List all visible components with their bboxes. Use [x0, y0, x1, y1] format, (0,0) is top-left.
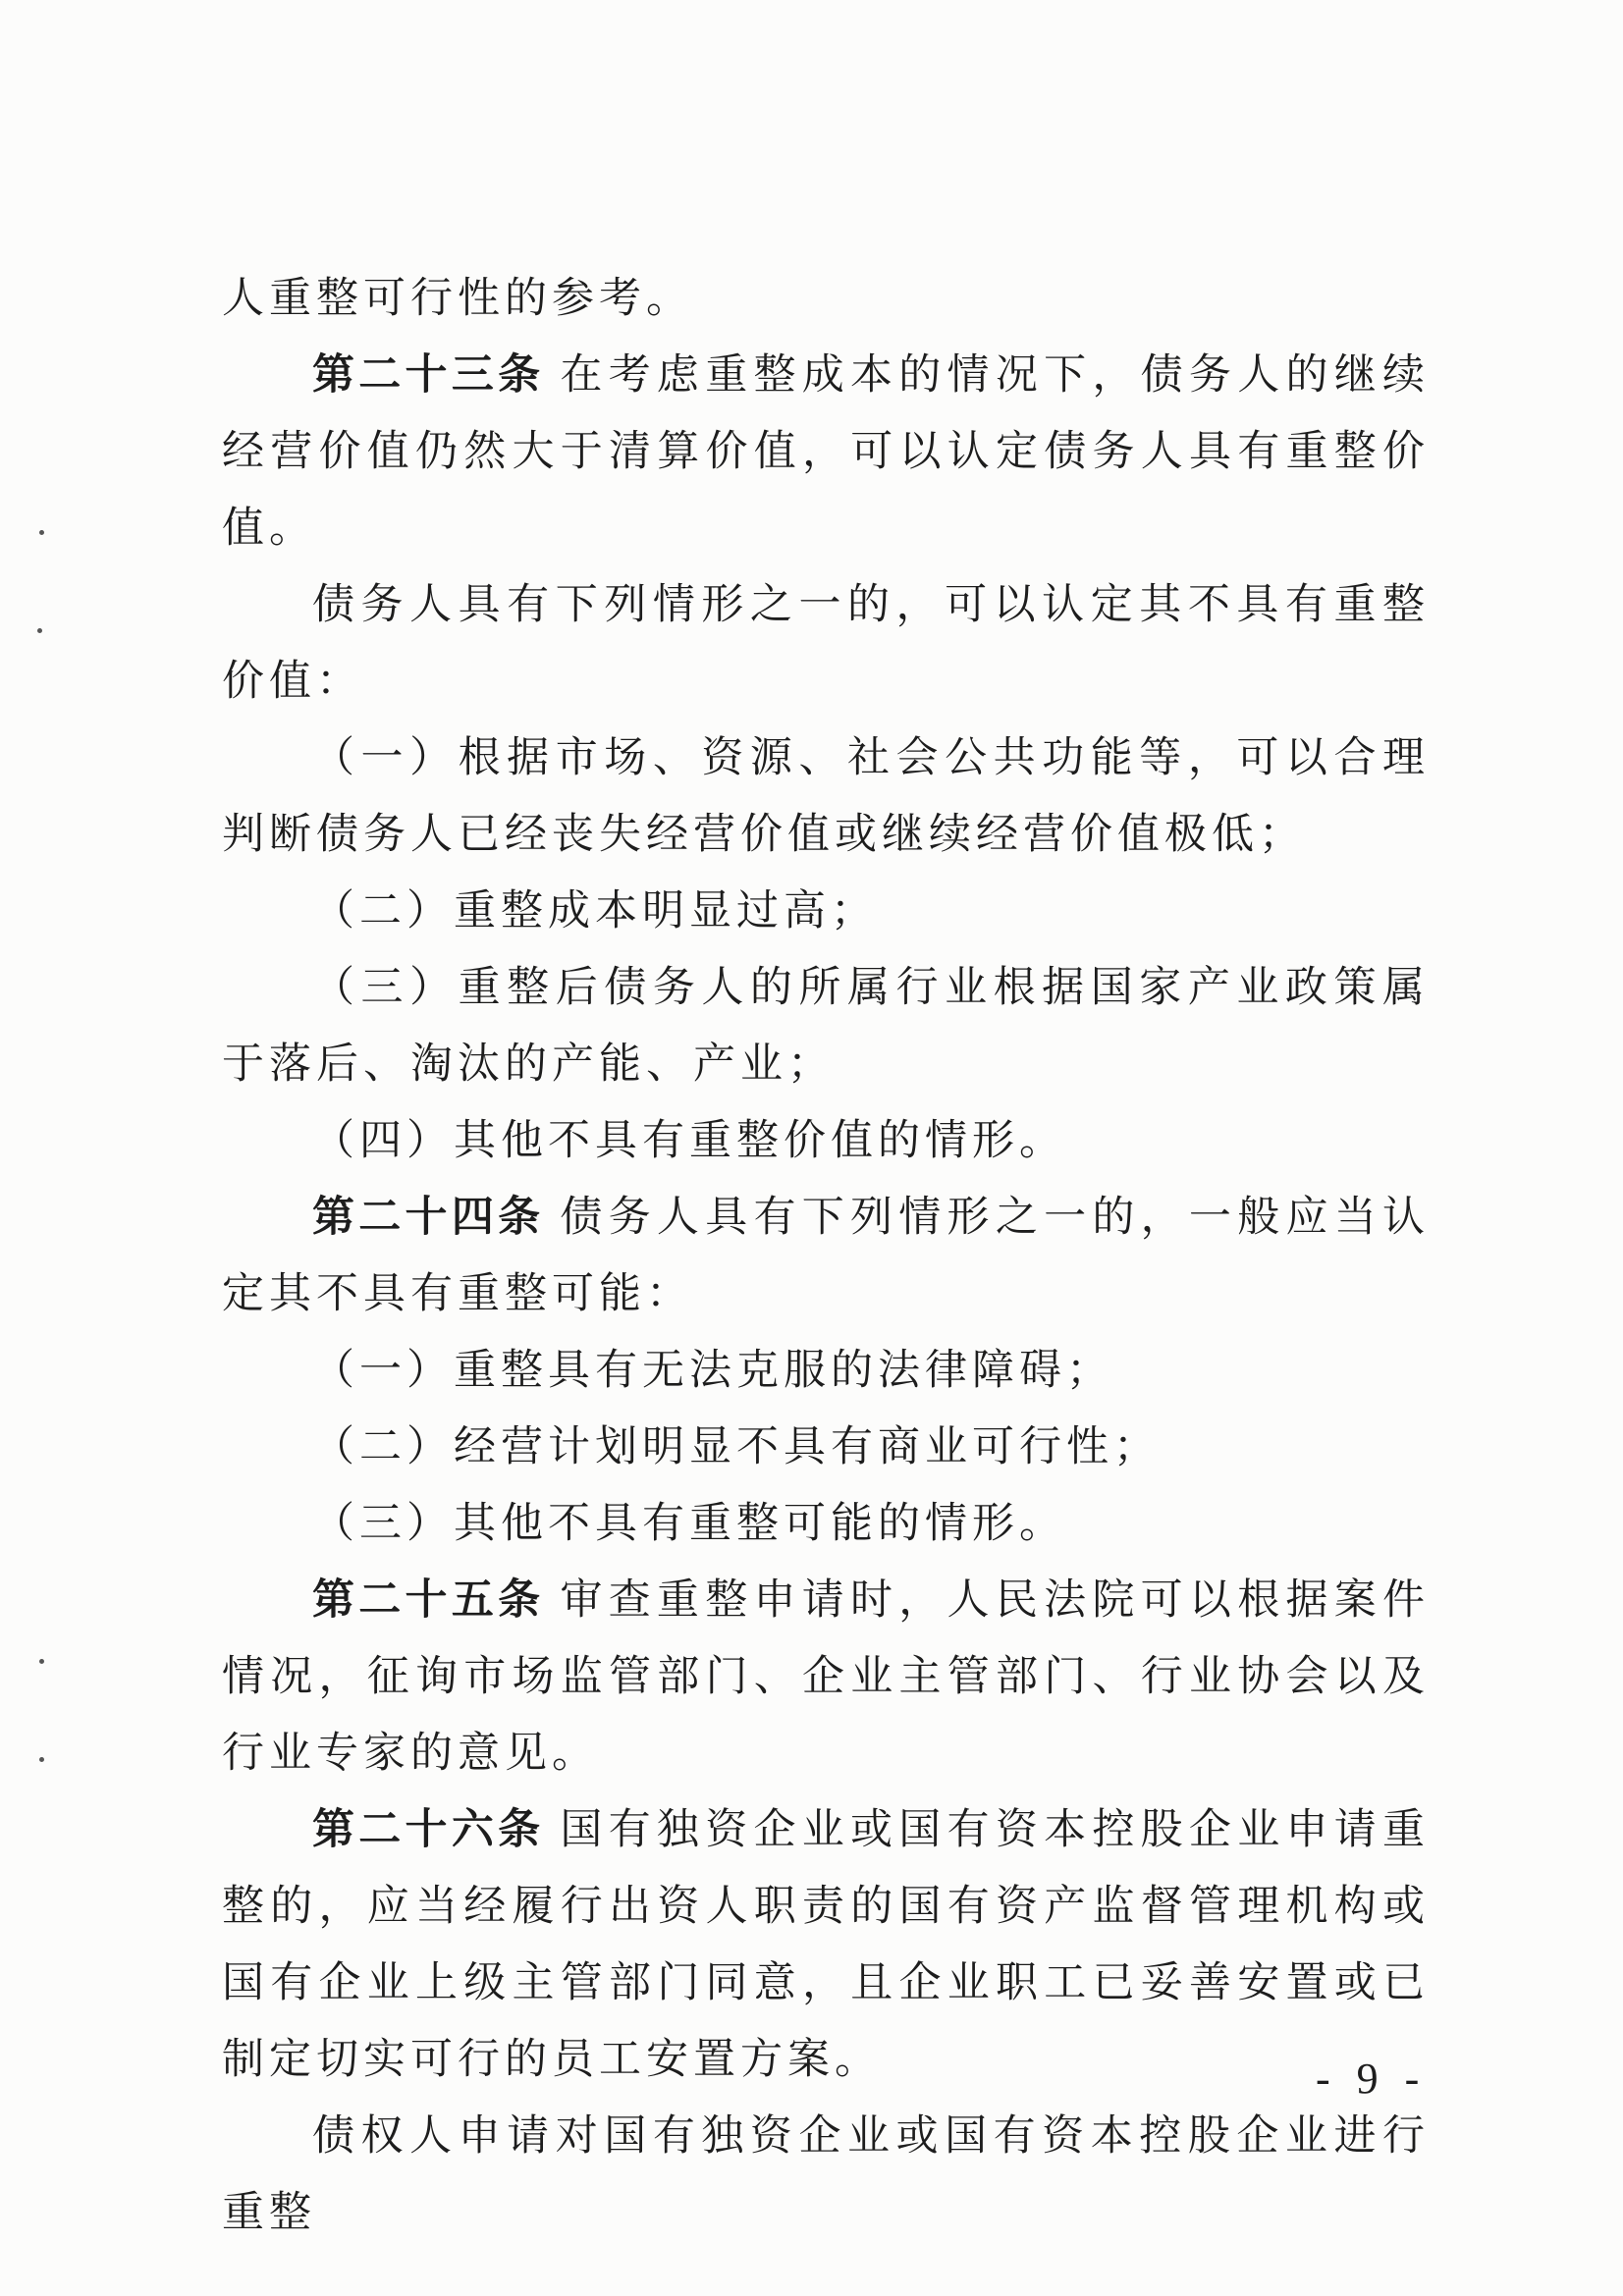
article-heading: 第二十五条	[312, 1575, 545, 1625]
scan-mark	[37, 628, 42, 633]
article-heading: 第二十四条	[312, 1193, 545, 1242]
article-heading: 第二十六条	[312, 1805, 545, 1854]
scan-mark	[39, 1757, 44, 1762]
document-body	[222, 260, 1430, 2251]
list-item: （一）根据市场、资源、社会公共功能等，可以合理判断债务人已经丧失经营价值或继续经营价值极低；	[222, 733, 1430, 859]
article-text: 国有独资企业或国有资本控股企业申请重整的，应当经履行出资人职责的国有资产监督管理机构或国有企业上级主管部门同意，且企业职工已妥善安置或已制定切实可行的员工安置方案。	[222, 1805, 1431, 2084]
article-25-paragraph	[222, 1562, 1430, 1791]
list-item: （一）重整具有无法克服的法律障碍；	[312, 1346, 1113, 1395]
article-text: 审查重整申请时，人民法院可以根据案件情况，征询市场监管部门、企业主管部门、行业协会以及行业专家的意见。	[222, 1575, 1431, 1778]
scan-mark	[39, 1659, 44, 1664]
list-item: （二）经营计划明显不具有商业可行性；	[312, 1422, 1161, 1471]
list-item: （二）重整成本明显过高；	[312, 886, 878, 935]
article-text: 债务人具有下列情形之一的，一般应当认定其不具有重整可能：	[222, 1193, 1431, 1318]
scan-mark	[39, 530, 44, 535]
page-number: - 9 -	[1316, 2055, 1428, 2103]
list-item: （三）重整后债务人的所属行业根据国家产业政策属于落后、淘汰的产能、产业；	[222, 963, 1430, 1089]
article-text: 在考虑重整成本的情况下，债务人的继续经营价值仍然大于清算价值，可以认定债务人具有重整价值。	[222, 350, 1431, 553]
article-heading: 第二十三条	[312, 350, 545, 400]
article-24-paragraph	[222, 1179, 1430, 1332]
paragraph-1: 人重整可行性的参考。	[222, 274, 693, 323]
article-23-paragraph	[222, 337, 1430, 566]
list-item: （四）其他不具有重整价值的情形。	[312, 1116, 1066, 1165]
paragraph-last: 债权人申请对国有独资企业或国有资本控股企业进行重整	[222, 2111, 1430, 2237]
list-item: （三）其他不具有重整可能的情形。	[312, 1499, 1066, 1548]
article-26-paragraph	[222, 1791, 1430, 2098]
paragraph-3: 债务人具有下列情形之一的，可以认定其不具有重整价值：	[222, 580, 1430, 706]
